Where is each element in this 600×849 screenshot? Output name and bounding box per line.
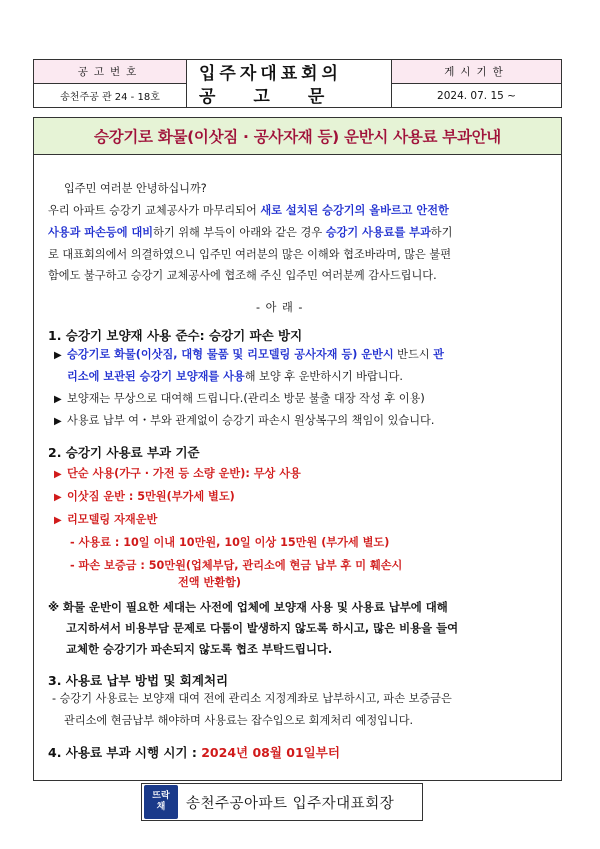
posting-date: 2024. 07. 15 ~	[392, 84, 561, 107]
signer-name: 송천주공아파트 입주자대표회장	[186, 795, 395, 812]
doc-type: 공고문	[199, 87, 363, 107]
apartment-logo: 뜨락 채	[144, 785, 178, 819]
triangle-icon: ▶	[54, 469, 62, 480]
header-table	[33, 59, 562, 108]
s2-item-3: ▶ 리모델링 자재운반	[54, 509, 157, 532]
triangle-icon: ▶	[54, 394, 62, 405]
intro-line-2: 사용과 파손등에 대비하기 위해 부득이 아래와 같은 경우 승강기 사용료를 부과하기	[48, 226, 453, 239]
s3-line-2: 관리소에 현금납부 해야하며 사용료는 잡수입으로 회계처리 예정입니다.	[64, 714, 414, 727]
intro-line-4: 함에도 불구하고 승강기 교체공사에 협조해 주신 입주민 여러분께 감사드립니다.	[48, 269, 437, 282]
notice-no: 송천주공 관 24 - 18호	[34, 84, 186, 107]
s2-item-2: ▶ 이삿짐 운반 : 5만원(부가세 별도)	[54, 486, 235, 509]
notice-title: 승강기로 화물(이삿짐 · 공사자재 등) 운반시 사용료 부과안내	[33, 117, 562, 155]
intro-line-3: 로 대표회의에서 의결하였으니 입주민 여러분의 많은 이해와 협조바라며, 많은 불편	[48, 248, 452, 261]
s2-item-3c: 전액 반환함)	[178, 576, 242, 589]
s3-line-1: - 승강기 사용료는 보양재 대여 전에 관리소 지정계좌로 납부하시고, 파손 보증금은	[52, 692, 452, 705]
s2-item-3b: - 파손 보증금 : 50만원(업체부담, 관리소에 현금 납부 후 미 훼손시	[70, 559, 403, 572]
intro-line-1: 우리 아파트 승강기 교체공사가 마무리되어 새로 설치된 승강기의 올바르고 안전한	[48, 204, 449, 217]
section-2-heading: 2. 승강기 사용료 부과 기준	[48, 445, 200, 460]
issuer: 입주자대표회의	[199, 64, 342, 84]
triangle-icon: ▶	[54, 416, 62, 427]
s1-bullet-1-cont: 리소에 보관된 승강기 보양재를 사용해 보양 후 운반하시기 바랍니다.	[67, 370, 403, 383]
posting-label: 게시기한	[392, 60, 561, 84]
triangle-icon: ▶	[54, 515, 62, 526]
section-4-heading: 4. 사용료 부과 시행 시기 : 2024년 08월 01일부터	[48, 745, 340, 760]
s2-note-3: 교체한 승강기가 파손되지 않도록 협조 부탁드립니다.	[66, 642, 333, 656]
start-date: 2024년 08월 01일부터	[201, 745, 340, 760]
s2-item-3a: - 사용료 : 10일 이내 10만원, 10일 이상 15만원 (부가세 별도)	[70, 536, 390, 549]
section-1-heading: 1. 승강기 보양재 사용 준수: 승강기 파손 방지	[48, 328, 303, 343]
section-3-heading: 3. 사용료 납부 방법 및 회계처리	[48, 673, 229, 688]
triangle-icon: ▶	[54, 350, 62, 361]
ahrae-separator: - 아 래 -	[256, 301, 304, 314]
s2-note-2: 고지하셔서 비용부담 문제로 다툼이 발생하지 않도록 하시고, 많은 비용을 들여	[66, 621, 459, 635]
s1-bullet-1: ▶ 승강기로 화물(이삿짐, 대형 물품 및 리모델링 공사자재 등) 운반시 반드시 관	[54, 344, 444, 367]
greeting: 입주민 여러분 안녕하십니까?	[64, 182, 207, 195]
triangle-icon: ▶	[54, 492, 62, 503]
s2-note-1: ※ 화물 운반이 필요한 세대는 사전에 업체에 보양재 사용 및 사용료 납부에 대해	[48, 600, 448, 614]
notice-no-label: 공고번호	[34, 60, 186, 84]
s1-bullet-3: ▶ 사용료 납부 여・부와 관계없이 승강기 파손시 원상복구의 책임이 있습니다.	[54, 410, 434, 433]
s2-item-1: ▶ 단순 사용(가구 · 가전 등 소량 운반): 무상 사용	[54, 463, 301, 486]
signature-block	[141, 783, 423, 821]
s1-bullet-2: ▶ 보양재는 무상으로 대여해 드립니다.(관리소 방문 불출 대장 작성 후 이용)	[54, 388, 425, 411]
